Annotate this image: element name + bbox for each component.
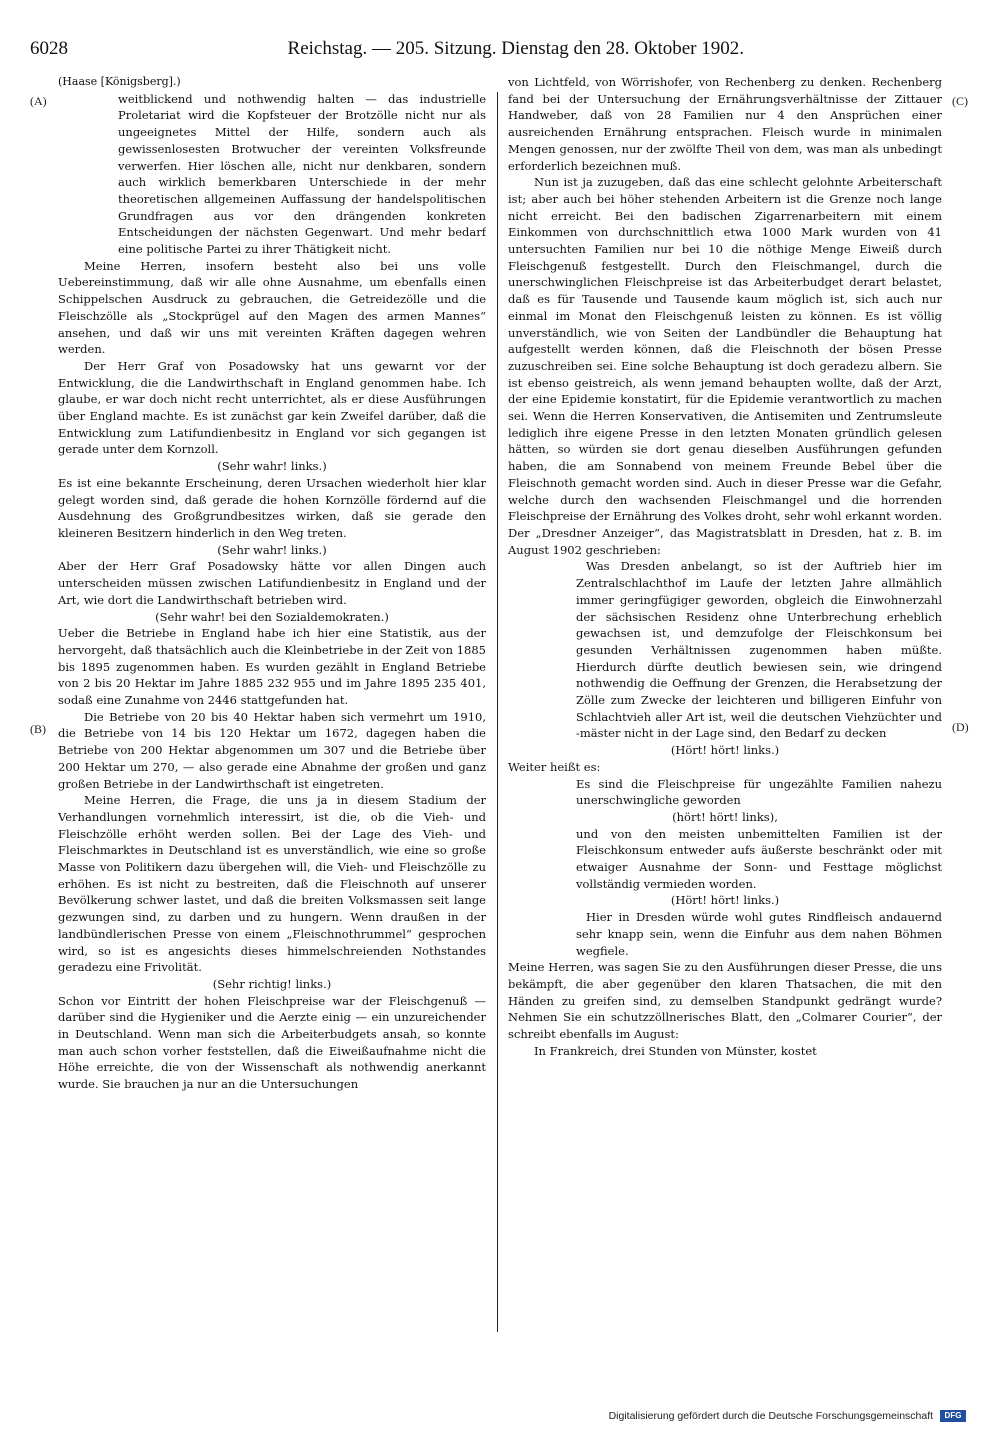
paragraph: In Frankreich, drei Stunden von Münster, kostet xyxy=(534,1043,817,1058)
paragraph: Schon vor Eintritt der hohen Fleischpreise war der Fleischgenuß — darüber sind die Hygieniker und die Aerzte einig — ein unzureichender in Deutschland. Wenn man sich die Arbeiterbudgets ansah, so konnte man auch schon vorher feststellen, daß die Eiweißaufnahme nicht die Höhe erreichte, die von der Wissenschaft als nothwendig anerkannt wurde. Sie brauchen ja nur an die Untersuchungen xyxy=(58,993,486,1092)
page-header xyxy=(30,36,744,64)
speaker-note: (Haase [Königsberg].) xyxy=(58,75,181,88)
left-column xyxy=(58,74,486,1338)
interjection: (Sehr wahr! bei den Sozialdemokraten.) xyxy=(155,609,389,624)
paragraph: von Lichtfeld, von Wörrishofer, von Rechenberg zu denken. Rechenberg fand bei der Untersuchung der Ernährungsverhältnisse der Zittauer Handweber, daß von 28 Familien nur 4 den Ansprüchen einer ausreichenden Ernährung entsprachen. Fleisch wurde in minimalen Mengen genossen, nur der zwölfte Theil von dem, was man als unbedingt erforderlich bezeichnen muß. xyxy=(508,75,942,173)
paragraph: Weiter heißt es: xyxy=(508,759,601,774)
quotation: und von den meisten unbemittelten Familien ist der Fleischkonsum entweder aufs äußerste beschränkt oder mit etwaiger Ausnahme der Sonn- und Festtage möglichst vollständig vermieden worden. xyxy=(576,826,942,891)
paragraph: Meine Herren, insofern besteht also bei uns volle Uebereinstimmung, daß wir alle ohne Ausnahme, um ebenfalls einen Schippelschen Ausdruck zu gebrauchen, die Getreidezölle und die Fleischzölle als „Stockprügel auf den Magen des armen Mannes“ ansehen, und daß wir uns mit vereinten Kräften dagegen wehren werden. xyxy=(58,258,486,357)
paragraph: Es ist eine bekannte Erscheinung, deren Ursachen wiederholt hier klar gelegt worden sind, daß gerade die hohen Kornzölle fördernd auf die Ausdehnung des Großgrundbesitzes wirken, daß sie gerade den kleineren Besitzern hinderlich in den Weg treten. xyxy=(58,475,486,540)
margin-mark-d: (D) xyxy=(952,720,969,734)
interjection: (Sehr wahr! links.) xyxy=(217,459,327,474)
quotation: Was Dresden anbelangt, so ist der Auftrieb hier im Zentralschlachthof im Laufe der letzten Jahre allmählich immer geringfügiger geworden, obgleich die Einwohnerzahl der sächsischen Residenz ohne Unterbrechung erheblich gewachsen ist, und demzufolge der Fleischkonsum bei gesunden Verhältnissen zugenommen haben müßte. Hierdurch dürfte deutlich bewiesen sein, wie dringend nothwendig die Oeffnung der Grenzen, die Herabsetzung der Zölle zum Zwecke der leichteren und billigeren Einfuhr von Schlachtvieh aller Art ist, weil die deutschen Viehzüchter und -mäster nicht in der Lage sind, den Bedarf zu decken xyxy=(576,559,942,741)
quotation: Es sind die Fleischpreise für ungezählte Familien nahezu unerschwingliche geworden xyxy=(576,776,942,808)
quotation: Hier in Dresden würde wohl gutes Rindfleisch andauernd sehr knapp sein, wenn die Einfuhr aus dem nahen Böhmen wegfiele. xyxy=(576,910,942,958)
paragraph: Ueber die Betriebe in England habe ich hier eine Statistik, aus der hervorgeht, daß thatsächlich auch die Kleinbetriebe in der Zeit von 1885 bis 1895 zugenommen haben. Es wurden gezählt in England Betriebe von 2 bis 20 Hektar im Jahre 1885 232 955 und im Jahre 1895 235 401, sodaß eine Zunahme von 2446 stattgefunden hat. xyxy=(58,626,486,708)
interjection: (Hört! hört! links.) xyxy=(670,893,780,908)
right-column xyxy=(508,74,942,1338)
paragraph: Der Herr Graf von Posadowsky hat uns gewarnt vor der Entwicklung, die die Landwirthschaft in England genommen habe. Ich glaube, er war doch nicht recht unterrichtet, als er diese Ausführungen über England machte. Es ist zunächst gar kein Zweifel darüber, daß die Entwicklung zum Latifundienbesitz in England vor sich gegangen ist gerade unter dem Kornzoll. xyxy=(58,358,486,457)
interjection: (Hört! hört! links.) xyxy=(670,743,780,758)
paragraph: Meine Herren, die Frage, die uns ja in diesem Stadium der Verhandlungen vornehmlich interessirt, ist die, ob die Vieh- und Fleischzölle erhöht werden sollen. Bei der Lage des Vieh- und Fleischmarktes in Deutschland ist es unverständlich, wie eine so große Masse von Politikern dazu übergehen will, die Vieh- und Fleischzölle zu erhöhen. Es ist nicht zu bestreiten, daß die Fleischnoth auf unserer Bevölkerung schwer lastet, und daß die breiten Volksmassen seit lange gezwungen sind, zu darben und zu hungern. Wenn draußen in der landbündlerischen Presse von einem „Fleischnothrummel“ gesprochen wird, so ist es angesichts dieses himmelschreienden Nothstandes geradezu eine Frivolität. xyxy=(58,793,486,975)
page-number: 6028 xyxy=(30,38,68,59)
interjection: (hört! hört! links), xyxy=(672,809,778,824)
margin-mark-c: (C) xyxy=(952,94,968,108)
margin-mark-a: (A) xyxy=(30,94,47,108)
paragraph: weitblickend und nothwendig halten — das industrielle Proletariat wird die Kopfsteuer der Brotzölle nicht nur als ungeeignetes Mittel der Hilfe, sondern auch als gewissenlosesten Brotwucher der vereinten Volksfreunde verwerfen. Hier löschen alle, nicht nur denkbaren, sondern auch wirklich bemerkbaren Unterschiede in der mehr theoretischen allgemeinen Auffassung der handelspolitischen Grundfragen aus vor den drängenden konkreten Entscheidungen der nächsten Gegenwart. Und mehr bedarf eine politische Partei zu ihrer Thätigkeit nicht. xyxy=(118,91,486,257)
running-head: Reichstag. — 205. Sitzung. Dienstag den 28. Oktober 1902. xyxy=(287,38,744,59)
paragraph: Meine Herren, was sagen Sie zu den Ausführungen dieser Presse, die uns bekämpft, die aber gegenüber den klaren Thatsachen, die mit den Händen zu greifen sind, zu demselben Standpunkt gedrängt wurde? Nehmen Sie ein schutzzöllnerisches Blatt, den „Colmarer Courier“, der schreibt ebenfalls im August: xyxy=(508,960,942,1042)
margin-mark-b: (B) xyxy=(30,722,46,736)
dfg-logo: DFG xyxy=(940,1410,966,1422)
paragraph: Nun ist ja zuzugeben, daß das eine schlecht gelohnte Arbeiterschaft ist; aber auch bei höher stehenden Arbeitern ist die Grenze noch lange nicht erreicht. Bei den badischen Zigarrenarbeitern mit einem Einkommen von durchschnittlich etwa 1000 Mark wurden von 41 untersuchten Familien nur bei 10 die nöthige Menge Eiweiß durch Fleischgenuß festgestellt. Durch den Fleischmangel, durch die unerschwinglichen Fleischpreise ist das Arbeiterbudget derart belastet, daß es für Tausende und Tausende kaum möglich ist, sich auch nur einmal im Monat den Fleischgenuß leisten zu können. Es ist völlig unverständlich, wie von Seiten der Landbündler die Behauptung hat aufgestellt werden können, daß die Fleischnoth der bösen Presse zuzuschreiben sei. Eine solche Behauptung ist doch geradezu albern. Sie ist ebenso geistreich, als wenn jemand behaupten wollte, daß der Arzt, der eine Epidemie konstatirt, für die Epidemie verantwortlich zu machen sei. Wenn die Herren Konservativen, die Antisemiten und Zentrumsleute lediglich ihre eigene Presse in den letzten Monaten gründlich gelesen hätten, so würden sie dort genau dieselben Ausführungen gefunden haben, die am Sonnabend von meinem Freunde Bebel über die Fleischnoth gemacht worden sind. Auch in dieser Presse war die Gefahr, welche durch den wachsenden Fleischmangel und die horrenden Fleischpreise der Ernährung des Volkes droht, sehr wohl erkannt worden. Der „Dresdner Anzeiger“, das Magistratsblatt in Dresden, hat z. B. im August 1902 geschrieben: xyxy=(508,175,942,557)
interjection: (Sehr richtig! links.) xyxy=(212,976,332,991)
credit-text: Digitalisierung gefördert durch die Deutsche Forschungsgemeinschaft xyxy=(608,1409,934,1422)
column-divider xyxy=(497,92,498,1332)
paragraph: Aber der Herr Graf Posadowsky hätte vor allen Dingen auch unterscheiden müssen zwischen Latifundienbesitz in England und der Art, wie dort die Landwirthschaft betrieben wird. xyxy=(58,559,486,607)
digitization-credit xyxy=(609,1410,966,1422)
paragraph: Die Betriebe von 20 bis 40 Hektar haben sich vermehrt um 1910, die Betriebe von 14 bis 120 Hektar um 1672, dagegen haben die Betriebe von 200 Hektar abgenommen um 307 und die Betriebe über 200 Hektar um 270, — also gerade eine Abnahme der großen und ganz großen Betriebe in der Landwirthschaft ist eingetreten. xyxy=(58,709,486,791)
interjection: (Sehr wahr! links.) xyxy=(217,542,327,557)
